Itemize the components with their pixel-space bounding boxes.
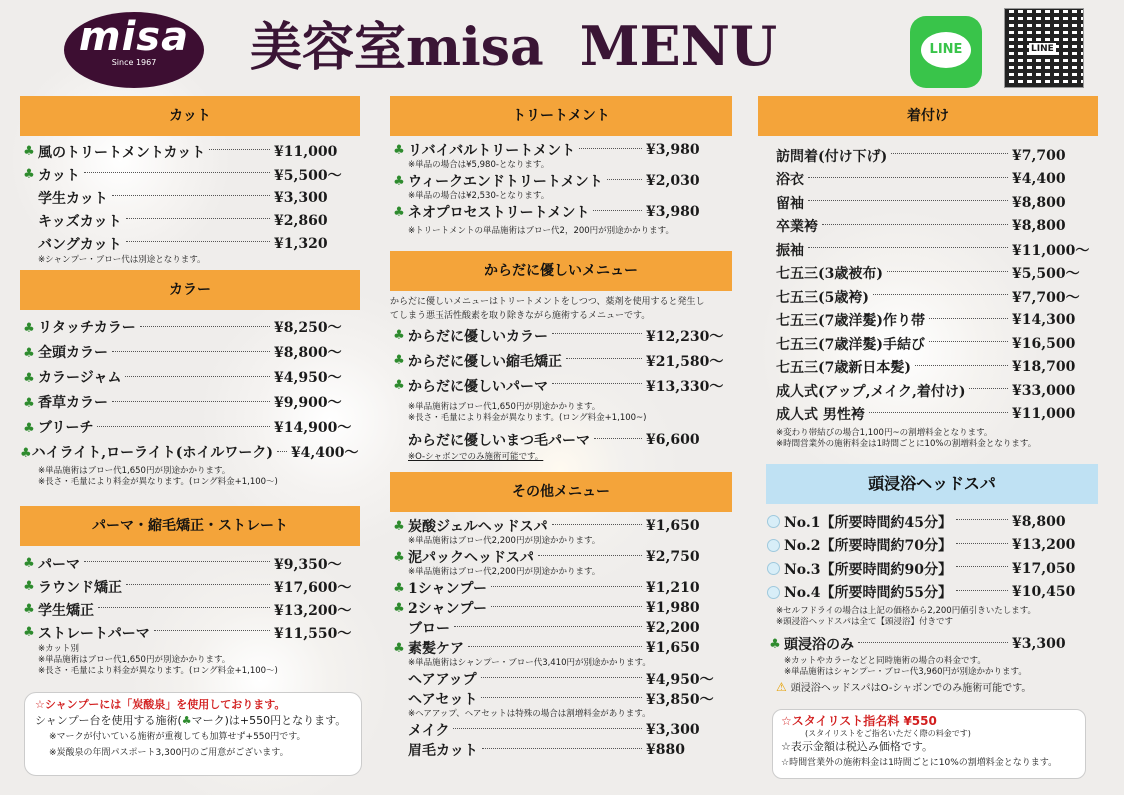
menu-item-price: ¥10,450 [1012, 584, 1076, 601]
menu-row [20, 441, 360, 466]
clover-icon: ♣ [393, 640, 405, 656]
body-heading: からだに優しいメニュー [390, 251, 732, 291]
page-title: 美容室misa MENU [250, 14, 778, 78]
menu-item-name: 七五三(7歳洋髮)作り帯 [776, 313, 925, 330]
salon-logo: misa Since 1967 [64, 12, 204, 88]
leader-dots [969, 388, 1008, 389]
other-heading: その他メニュー [390, 472, 732, 512]
menu-item-name: ブロー [408, 621, 450, 637]
headspa-only-note: ※カットやカラーなどと同時施術の場合の料金です。 [784, 656, 986, 666]
menu-item-price: ¥17,600～ [274, 579, 352, 596]
menu-item-name: 成人式(アップ,メイク,着付け) [776, 383, 966, 400]
menu-item-price: ¥8,800 [1012, 194, 1066, 211]
menu-item-name: 卒業袴 [776, 219, 818, 236]
leader-dots [808, 200, 1008, 201]
menu-item-name: 炭酸ジェルヘッドスパ [408, 519, 548, 535]
menu-item-name: バングカット [38, 236, 122, 253]
menu-item-price: ¥3,300 [274, 189, 328, 206]
leader-dots [607, 179, 642, 180]
clover-icon: ♣ [393, 549, 405, 565]
menu-item-price: ¥2,200 [646, 620, 700, 636]
menu-item-price: ¥2,030 [646, 173, 700, 189]
leader-dots [956, 590, 1008, 591]
menu-item-price: ¥7,700 [1012, 147, 1066, 164]
leader-dots [140, 326, 270, 327]
menu-item-price: ¥1,650 [646, 640, 700, 656]
bubble-icon [766, 514, 784, 529]
clover-icon: ♣ [393, 328, 405, 343]
menu-item-name: ブリーチ [38, 420, 94, 436]
menu-item-price: ¥8,800 [1012, 513, 1066, 530]
color-section [20, 270, 360, 488]
other-section [390, 472, 732, 760]
menu-item-price: ¥9,350～ [274, 556, 342, 573]
leader-dots [125, 376, 270, 377]
menu-row [20, 163, 360, 186]
menu-item-name: パーマ [38, 556, 80, 573]
menu-item-name: 七五三(7歳洋髮)手結び [776, 336, 925, 353]
menu-item-name: 学生矯正 [38, 602, 94, 619]
headspa-section [766, 464, 1098, 694]
menu-item-name: 七五三(7歳新日本髪) [776, 360, 911, 377]
leader-dots [929, 341, 1008, 342]
menu-row [390, 720, 732, 740]
menu-row [758, 285, 1098, 309]
clover-icon: ♣ [23, 421, 35, 436]
menu-item-name: ハイライト,ローライト(ホイルワーク) [31, 445, 273, 461]
leader-dots [593, 210, 642, 211]
leader-dots [929, 318, 1008, 319]
clover-icon: ♣ [181, 714, 192, 727]
clover-icon: ♣ [393, 518, 405, 534]
clover-icon: ♣ [23, 602, 35, 617]
menu-item-price: ¥3,980 [646, 142, 700, 158]
shampoo-line: シャンプー台を使用する施術(♣マーク)は+550円となります。 [35, 714, 347, 727]
menu-item-price: ¥14,900～ [274, 420, 352, 436]
leader-dots [126, 584, 270, 585]
menu-item-price: ¥18,700 [1012, 359, 1076, 376]
leader-dots [482, 748, 642, 749]
leader-dots [98, 607, 270, 608]
menu-item-name: ウィークエンドトリートメント [408, 174, 603, 190]
menu-item-price: ¥11,000 [1012, 406, 1076, 423]
leader-dots [481, 697, 642, 698]
headspa-note: ※セルフドライの場合は上記の価格から2,200円値引きいたします。 [776, 606, 1037, 616]
menu-item-price: ¥8,250～ [274, 320, 342, 336]
menu-row [766, 510, 1098, 534]
menu-item-price: ¥21,580～ [646, 353, 724, 370]
cut-section [20, 96, 360, 266]
menu-item-price: ¥2,750 [646, 549, 700, 565]
clover-icon: ♣ [393, 600, 405, 616]
body-intro: てしまう悪玉活性酸素を取り除きながら施術するメニューです。 [390, 311, 651, 321]
menu-item-name: ストレートパーマ [38, 625, 150, 642]
menu-row [20, 366, 360, 391]
leader-dots [538, 555, 642, 556]
bubble-icon [766, 538, 784, 553]
menu-item-name: 全頭カラー [38, 345, 108, 361]
menu-row [20, 621, 360, 644]
menu-item-name: カット [38, 167, 80, 184]
menu-item-name: No.1【所要時間約45分】 [784, 514, 952, 531]
leader-dots [84, 172, 270, 173]
lash-note: ※O-シャボンでのみ施術可能です。 [408, 452, 544, 462]
menu-item-price: ¥8,800～ [274, 345, 342, 361]
menu-item-price: ¥11,000 [274, 143, 338, 160]
menu-item-price: ¥9,900～ [274, 395, 342, 411]
menu-item-name: メイク [408, 723, 450, 739]
body-intro: からだに優しいメニューはトリートメントをしつつ、薬剤を使用すると発生し [390, 297, 705, 307]
menu-row [20, 391, 360, 416]
menu-row [390, 689, 732, 709]
menu-row [390, 348, 732, 373]
menu-item-name: 泥パックヘッドスパ [408, 550, 534, 566]
menu-item-name: 成人式 男性袴 [776, 407, 865, 424]
menu-row [758, 356, 1098, 380]
leader-dots [873, 294, 1008, 295]
menu-row [766, 581, 1098, 605]
shampoo-info-box [24, 692, 362, 776]
menu-item-price: ¥4,950～ [646, 672, 714, 688]
leader-dots [566, 358, 642, 359]
menu-item-price: ¥5,500～ [1012, 266, 1080, 283]
menu-item-name: からだに優しいカラー [408, 328, 548, 345]
menu-row [390, 171, 732, 191]
leader-dots [277, 451, 287, 452]
headspa-heading: 頭浸浴ヘッドスパ [766, 464, 1098, 504]
menu-item-name: 風のトリートメントカット [38, 144, 206, 161]
stylist-line: ☆スタイリスト指名料 ¥550 [781, 714, 937, 728]
menu-item-price: ¥12,230～ [646, 328, 724, 345]
leader-dots [491, 586, 642, 587]
menu-item-name: カラージャム [38, 370, 122, 386]
menu-row [390, 598, 732, 618]
menu-item-price: ¥14,300 [1012, 312, 1076, 329]
menu-row [758, 262, 1098, 286]
menu-item-name: 素髪ケア [408, 641, 464, 657]
leader-dots [808, 247, 1008, 248]
menu-item-note: ※ヘアアップ、ヘアセットは特殊の場合は割増料金があります。 [408, 709, 651, 719]
menu-row [20, 575, 360, 598]
menu-item-price: ¥16,500 [1012, 335, 1076, 352]
leader-dots [126, 218, 270, 219]
menu-row [758, 215, 1098, 239]
treatment-note: ※トリートメントの単品施術はブロー代2，200円が別途かかります。 [408, 226, 674, 236]
menu-item-price: ¥7,700～ [1012, 289, 1080, 306]
menu-item-note: ※単品施術はブロー代2,200円が別途かかります。 [408, 567, 601, 577]
menu-row [758, 309, 1098, 333]
menu-row [20, 186, 360, 209]
perm-note: ※カット別 [38, 644, 80, 654]
menu-item-price: ¥33,000 [1012, 382, 1076, 399]
menu-item-name: 訪問着(付け下げ) [776, 148, 888, 165]
menu-item-price: ¥1,320 [274, 235, 328, 252]
leader-dots [126, 241, 270, 242]
menu-row [758, 144, 1098, 168]
menu-item-name: 振袖 [776, 242, 804, 259]
leader-dots [481, 677, 642, 678]
stylist-info-box [772, 709, 1086, 779]
menu-item-price: ¥11,000～ [1012, 242, 1090, 259]
menu-item-note: ※単品の場合は¥2,530-となります。 [408, 191, 550, 201]
menu-item-name: からだに優しい縮毛矯正 [408, 353, 562, 370]
menu-item-price: ¥1,210 [646, 580, 700, 596]
menu-row [390, 669, 732, 689]
clover-icon: ♣ [23, 579, 35, 594]
clover-icon: ♣ [20, 446, 32, 461]
menu-item-name: ヘアセット [408, 692, 478, 708]
menu-item-price: ¥1,650 [646, 518, 700, 534]
perm-heading: パーマ・縮毛矯正・ストレート [20, 506, 360, 546]
menu-item-name: キッズカット [38, 213, 122, 230]
stylist-line: ☆時間営業外の施術料金は1時間ごとに10%の割増料金となります。 [781, 758, 1058, 768]
menu-item-name: 七五三(3歳被布) [776, 266, 883, 283]
menu-row [390, 618, 732, 638]
menu-row [766, 534, 1098, 558]
menu-row [20, 598, 360, 621]
menu-item-name: 眉毛カット [408, 743, 478, 759]
clover-icon: ♣ [393, 204, 405, 220]
shampoo-line: ※マークが付いている施術が重複しても加算せず+550円です。 [49, 732, 306, 742]
clover-icon: ♣ [769, 636, 781, 652]
menu-item-name: リタッチカラー [38, 320, 136, 336]
menu-row [20, 140, 360, 163]
clover-icon: ♣ [23, 144, 35, 159]
menu-item-price: ¥880 [646, 742, 685, 758]
cut-note: ※シャンプー・ブロー代は別途となります。 [38, 255, 206, 265]
color-heading: カラー [20, 270, 360, 310]
leader-dots [579, 148, 642, 149]
kitsuke-note: ※時間営業外の施術料金は1時間ごとに10%の割増料金となります。 [776, 439, 1037, 449]
menu-item-price: ¥4,400 [1012, 171, 1066, 188]
kitsuke-heading: 着付け [758, 96, 1098, 136]
cut-heading: カット [20, 96, 360, 136]
menu-row [390, 373, 732, 398]
leader-dots [552, 383, 642, 384]
leader-dots [112, 195, 270, 196]
menu-item-price: ¥11,550～ [274, 625, 352, 642]
leader-dots [552, 333, 642, 334]
clover-icon: ♣ [23, 371, 35, 386]
menu-row [20, 341, 360, 366]
leader-dots [112, 401, 270, 402]
menu-item-name: No.3【所要時間約90分】 [784, 561, 952, 578]
perm-note: ※長さ・毛量により料金が異なります。(ロング料金+1,100～) [38, 666, 278, 676]
stylist-line: ☆表示金額は税込み価格です。 [781, 740, 933, 753]
treatment-heading: トリートメント [390, 96, 732, 136]
leader-dots [869, 412, 1008, 413]
leader-dots [887, 271, 1008, 272]
menu-item-name: 2シャンプー [408, 601, 488, 617]
menu-item-price: ¥3,300 [646, 722, 700, 738]
menu-item-name: 浴衣 [776, 172, 804, 189]
menu-row [20, 232, 360, 255]
menu-item-note: ※単品の場合は¥5,980-となります。 [408, 160, 550, 170]
clover-icon: ♣ [23, 346, 35, 361]
leader-dots [956, 519, 1008, 520]
menu-row [390, 323, 732, 348]
shampoo-line: ※炭酸泉の年間パスポート3,300円のご用意がございます。 [49, 748, 289, 758]
leader-dots [209, 149, 270, 150]
headspa-note: ※頭浸浴ヘッドスパは全て【頭浸浴】付きです [776, 617, 954, 627]
leader-dots [915, 365, 1008, 366]
shampoo-line: ☆シャンプーには「炭酸泉」を使用しております。 [35, 698, 286, 711]
menu-item-name: ヘアアップ [408, 672, 477, 688]
leader-dots [552, 524, 642, 525]
menu-row [758, 403, 1098, 427]
menu-row [390, 202, 732, 222]
menu-item-price: ¥13,200 [1012, 537, 1076, 554]
menu-row [758, 238, 1098, 262]
menu-row [390, 578, 732, 598]
menu-row [758, 332, 1098, 356]
menu-row [390, 740, 732, 760]
line-qr-code[interactable]: LINE [1004, 8, 1084, 88]
clover-icon: ♣ [23, 167, 35, 182]
menu-item-price: ¥1,980 [646, 600, 700, 616]
menu-row [20, 316, 360, 341]
warning-icon: ⚠ [776, 680, 787, 694]
menu-row [20, 552, 360, 575]
menu-item-name: 留袖 [776, 195, 804, 212]
clover-icon: ♣ [393, 378, 405, 393]
menu-item-name: 七五三(5歳袴) [776, 289, 869, 306]
headspa-warning: ⚠ 頭浸浴ヘッドスパはO-シャボンでのみ施術可能です。 [776, 680, 1032, 694]
leader-dots [154, 630, 270, 631]
leader-dots [956, 543, 1008, 544]
perm-note: ※単品施術はブロー代1,650円が別途かかります。 [38, 655, 231, 665]
menu-item-price: ¥13,200～ [274, 602, 352, 619]
kitsuke-note: ※変わり帯結びの場合1,100円~の割増料金となります。 [776, 428, 993, 438]
menu-row [390, 516, 732, 536]
menu-row [20, 209, 360, 232]
menu-item-price: ¥4,950～ [274, 370, 342, 386]
clover-icon: ♣ [393, 142, 405, 158]
leader-dots [491, 606, 642, 607]
menu-item-price: ¥3,980 [646, 204, 700, 220]
leader-dots [468, 646, 642, 647]
menu-item-name: No.4【所要時間約55分】 [784, 585, 952, 602]
clover-icon: ♣ [23, 321, 35, 336]
menu-item-price: ¥3,850～ [646, 692, 714, 708]
menu-item-price: ¥4,400～ [290, 445, 359, 461]
leader-dots [453, 728, 642, 729]
menu-row [758, 168, 1098, 192]
clover-icon: ♣ [393, 580, 405, 596]
menu-item-name: 1シャンプー [408, 581, 488, 597]
menu-row-lash: からだに優しいまつ毛パーマ ¥6,600 [408, 432, 700, 449]
menu-item-name: ネオプロセストリートメント [408, 205, 590, 221]
leader-dots [97, 426, 270, 427]
menu-row [390, 140, 732, 160]
color-note: ※長さ・毛量により料金が異なります。(ロング料金+1,100～) [38, 477, 278, 487]
clover-icon: ♣ [23, 556, 35, 571]
menu-item-price: ¥17,050 [1012, 560, 1076, 577]
clover-icon: ♣ [23, 625, 35, 640]
menu-item-name: No.2【所要時間約70分】 [784, 538, 952, 555]
leader-dots [112, 351, 270, 352]
menu-row [20, 416, 360, 441]
color-note: ※単品施術はブロー代1,650円が別途かかります。 [38, 466, 231, 476]
clover-icon: ♣ [393, 173, 405, 189]
menu-row-headspa-only: ♣ 頭浸浴のみ ¥3,300 [766, 632, 1098, 656]
bubble-icon [766, 561, 784, 576]
menu-item-price: ¥13,330～ [646, 378, 724, 395]
menu-item-price: ¥8,800 [1012, 218, 1066, 235]
menu-item-price: ¥5,500～ [274, 167, 342, 184]
menu-row [390, 638, 732, 658]
menu-item-note: ※単品施術はシャンプー・ブロー代3,410円が別途かかります。 [408, 658, 651, 668]
leader-dots [891, 153, 1008, 154]
kitsuke-section [758, 96, 1098, 450]
body-note: ※長さ・毛量により料金が異なります。(ロング料金+1,100~) [408, 413, 647, 423]
leader-dots [956, 566, 1008, 567]
menu-row [390, 547, 732, 567]
body-section [390, 251, 732, 463]
bubble-icon [766, 585, 784, 600]
menu-item-price: ¥2,860 [274, 212, 328, 229]
leader-dots [454, 626, 642, 627]
menu-item-note: ※単品施術はブロー代2,200円が別途かかります。 [408, 536, 601, 546]
body-note: ※単品施術はブロー代1,650円が別途かかります。 [408, 402, 601, 412]
clover-icon: ♣ [23, 396, 35, 411]
menu-row [758, 191, 1098, 215]
menu-item-name: ラウンド矯正 [38, 579, 122, 596]
menu-item-name: からだに優しいパーマ [408, 378, 548, 395]
line-app-icon[interactable]: LINE [910, 16, 982, 88]
menu-row [766, 557, 1098, 581]
perm-section [20, 506, 360, 677]
stylist-line: (スタイリストをご指名いただく際の料金です) [805, 729, 971, 738]
leader-dots [808, 177, 1008, 178]
treatment-section [390, 96, 732, 237]
menu-item-name: リバイバルトリートメント [408, 143, 576, 159]
menu-item-name: 香草カラー [38, 395, 108, 411]
headspa-only-note: ※単品施術はシャンプー・ブロー代3,960円が別途かかります。 [784, 667, 1027, 677]
menu-item-name: 学生カット [38, 190, 108, 207]
clover-icon: ♣ [393, 353, 405, 368]
leader-dots [84, 561, 270, 562]
leader-dots [822, 224, 1008, 225]
menu-row [758, 379, 1098, 403]
